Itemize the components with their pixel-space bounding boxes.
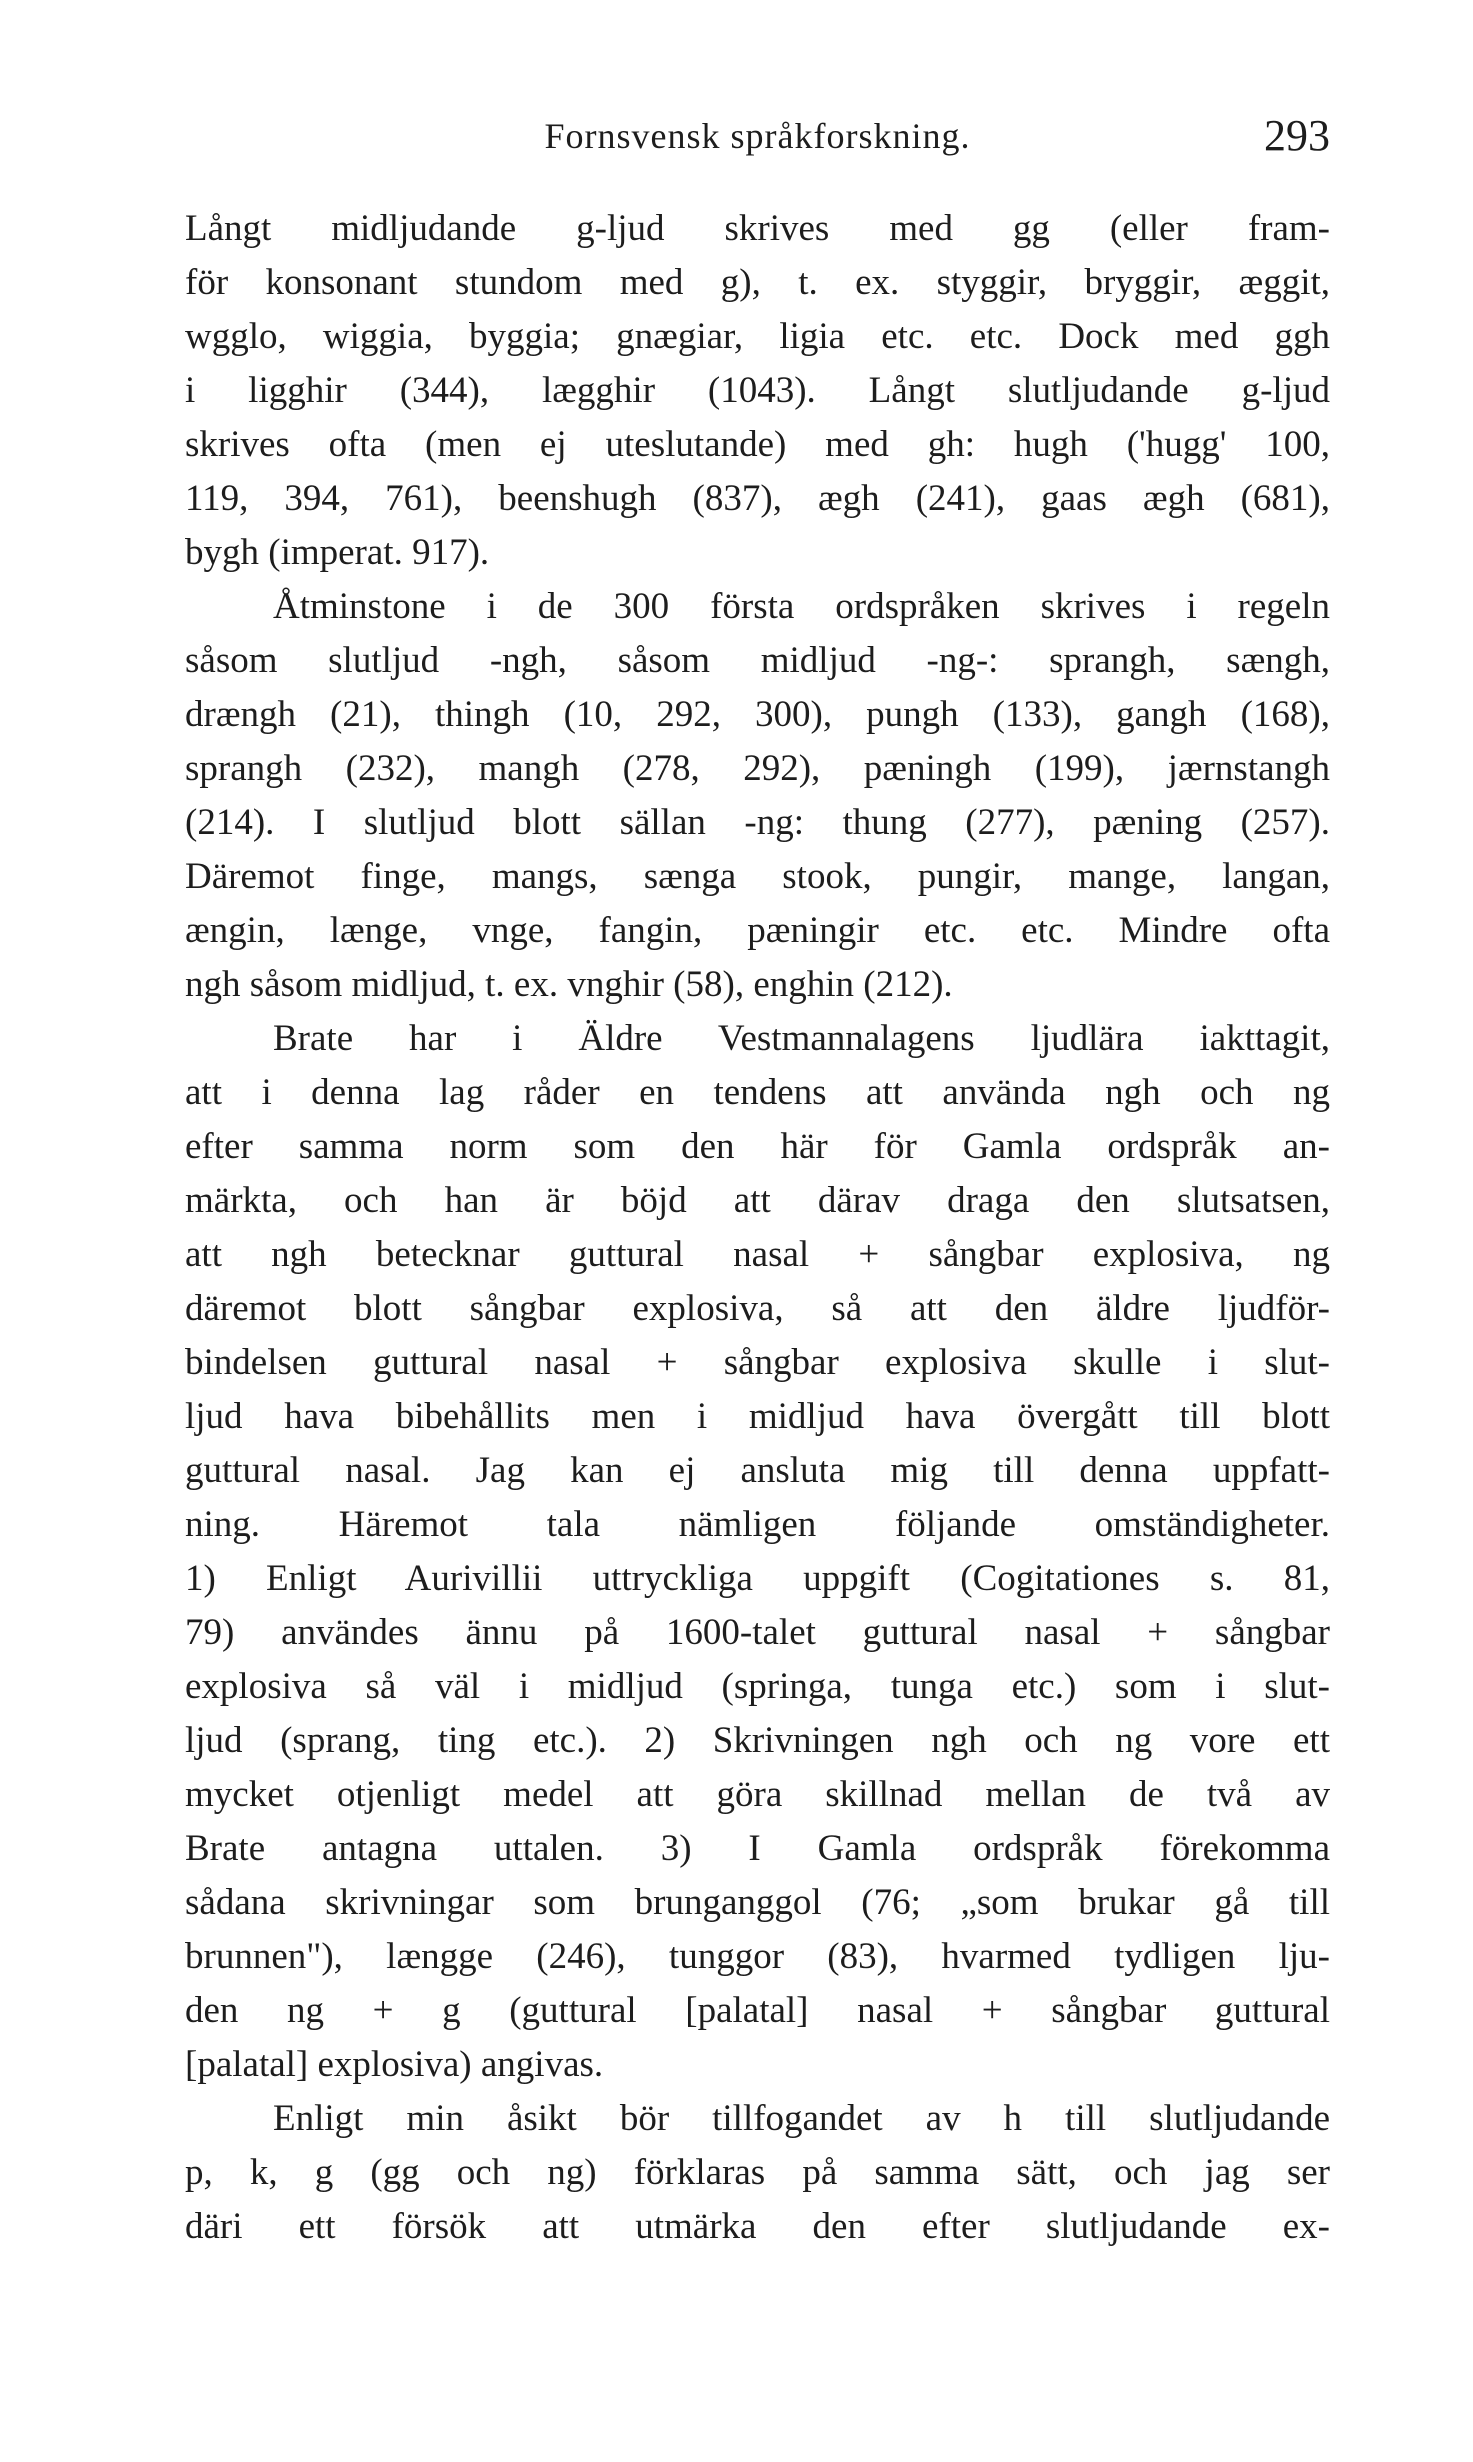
text-line: däri ett försök att utmärka den efter slutljudande ex- [185,2206,1330,2247]
text-line: efter samma norm som den här för Gamla ordspråk an- [185,1126,1330,1167]
text-line: Brate antagna uttalen. 3) I Gamla ordspråk förekomma [185,1828,1330,1869]
text-line: brunnen"), længge (246), tunggor (83), hvarmed tydligen lju- [185,1936,1330,1977]
text-line: sprangh (232), mangh (278, 292), pæningh (199), jærnstangh [185,748,1330,789]
text-line: Däremot finge, mangs, sænga stook, pungir, mange, langan, [185,856,1330,897]
text-line: 79) användes ännu på 1600-talet guttural nasal + sångbar [185,1612,1330,1653]
text-line: sådana skrivningar som brunganggol (76; „som brukar gå till [185,1882,1330,1923]
text-line: märkta, och han är böjd att därav draga den slutsatsen, [185,1180,1330,1221]
text-line: wgglo, wiggia, byggia; gnægiar, ligia etc. etc. Dock med ggh [185,316,1330,357]
text-line: såsom slutljud -ngh, såsom midljud -ng-: sprangh, sængh, [185,640,1330,681]
text-line: ning. Häremot tala nämligen följande omständigheter. [185,1504,1330,1545]
text-line: [palatal] explosiva) angivas. [185,2044,604,2085]
text-line: däremot blott sångbar explosiva, så att den äldre ljudför- [185,1288,1330,1329]
text-line: p, k, g (gg och ng) förklaras på samma sätt, och jag ser [185,2152,1330,2193]
text-line: Åtminstone i de 300 första ordspråken skrives i regeln [273,586,1330,627]
text-line: i ligghir (344), lægghir (1043). Långt slutljudande g-ljud [185,370,1330,411]
text-line: Enligt min åsikt bör tillfogandet av h till slutljudande [273,2098,1330,2139]
page-header [185,108,1330,164]
text-line: guttural nasal. Jag kan ej ansluta mig till denna uppfatt- [185,1450,1330,1491]
text-line: ljud (sprang, ting etc.). 2) Skrivningen ngh och ng vore ett [185,1720,1330,1761]
text-line: explosiva så väl i midljud (springa, tunga etc.) som i slut- [185,1666,1330,1707]
text-line: ljud hava bibehållits men i midljud hava övergått till blott [185,1396,1330,1437]
running-title: Fornsvensk språkforskning. [544,116,971,156]
text-line: ængin, længe, vnge, fangin, pæningir etc. etc. Mindre ofta [185,910,1330,951]
body-text [185,202,1330,2254]
text-line: (214). I slutljud blott sällan -ng: thung (277), pæning (257). [185,802,1330,843]
text-line: 119, 394, 761), beenshugh (837), ægh (241), gaas ægh (681), [185,478,1330,519]
text-line: bygh (imperat. 917). [185,532,490,573]
text-line: bindelsen guttural nasal + sångbar explosiva skulle i slut- [185,1342,1330,1383]
text-line: skrives ofta (men ej uteslutande) med gh: hugh ('hugg' 100, [185,424,1330,465]
page-number: 293 [1264,111,1330,160]
text-line: ngh såsom midljud, t. ex. vnghir (58), enghin (212). [185,964,953,1005]
text-line: Brate har i Äldre Vestmannalagens ljudlära iakttagit, [273,1018,1330,1059]
text-line: Långt midljudande g-ljud skrives med gg (eller fram- [185,208,1330,249]
text-line: 1) Enligt Aurivillii uttryckliga uppgift (Cogitationes s. 81, [185,1558,1330,1599]
text-line: drængh (21), thingh (10, 292, 300), pungh (133), gangh (168), [185,694,1330,735]
text-line: att ngh betecknar guttural nasal + sångbar explosiva, ng [185,1234,1330,1275]
text-line: att i denna lag råder en tendens att använda ngh och ng [185,1072,1330,1113]
text-line: mycket otjenligt medel att göra skillnad mellan de två av [185,1774,1330,1815]
text-line: för konsonant stundom med g), t. ex. styggir, bryggir, æggit, [185,262,1330,303]
text-line: den ng + g (guttural [palatal] nasal + sångbar guttural [185,1990,1330,2031]
